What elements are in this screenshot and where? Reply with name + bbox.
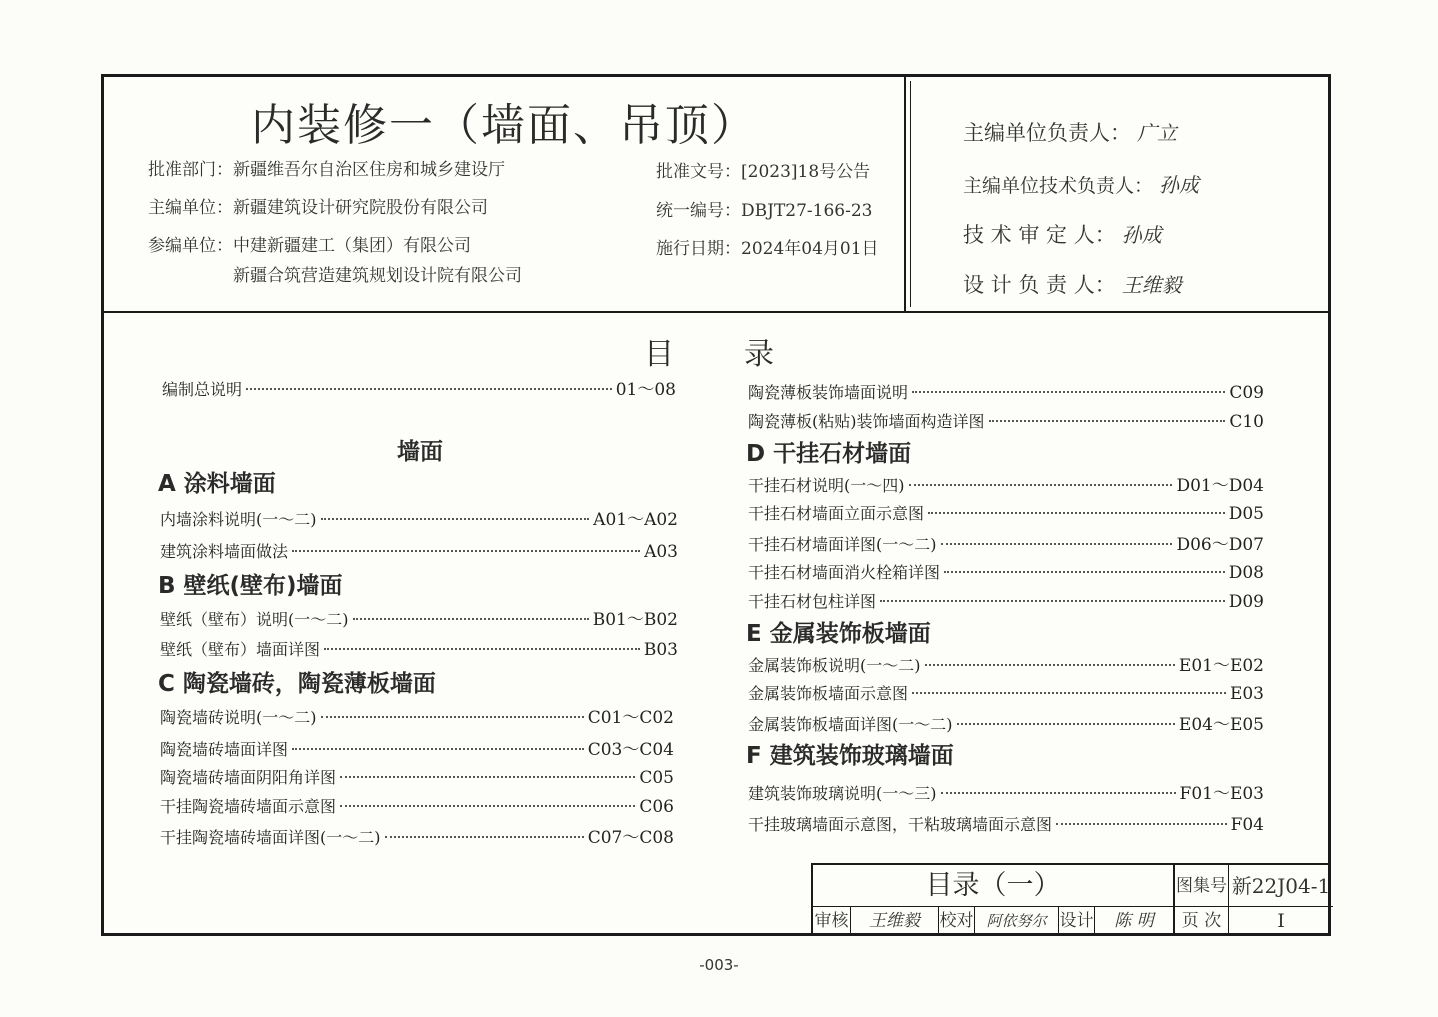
toc-entry-label: 建筑涂料墙面做法 bbox=[160, 542, 289, 561]
design-signature: 陈 明 bbox=[1095, 907, 1175, 935]
toc-entry[interactable] bbox=[748, 560, 1264, 583]
leader-dots bbox=[912, 692, 1226, 694]
toc-entry-page: B01～B02 bbox=[592, 610, 678, 630]
toc-entry-label: 干挂石材墙面立面示意图 bbox=[748, 504, 925, 523]
toc-entry-page: D08 bbox=[1228, 563, 1264, 583]
toc-entry-label: 干挂玻璃墙面示意图，干粘玻璃墙面示意图 bbox=[748, 815, 1053, 834]
section-heading-e: E 金属装饰板墙面 bbox=[746, 621, 931, 647]
signature: 孙成 bbox=[1121, 223, 1162, 247]
toc-entry-label: 陶瓷薄板(粘贴)装饰墙面构造详图 bbox=[748, 412, 985, 431]
toc-entry-label: 陶瓷墙砖墙面详图 bbox=[160, 740, 289, 759]
toc-entry-label: 干挂石材墙面详图(一～二) bbox=[748, 535, 937, 554]
toc-entry[interactable] bbox=[748, 501, 1264, 524]
leader-dots bbox=[340, 776, 635, 778]
leader-dots bbox=[925, 664, 1175, 666]
drawing-sheet bbox=[101, 74, 1331, 936]
toc-entry-page: A01～A02 bbox=[593, 510, 678, 530]
leader-dots bbox=[246, 388, 612, 390]
toc-entry-page: B03 bbox=[643, 640, 678, 660]
leader-dots bbox=[321, 716, 584, 718]
toc-entry[interactable] bbox=[748, 471, 1264, 496]
responsible-row-review bbox=[963, 219, 1162, 249]
toc-entry-page: C05 bbox=[639, 768, 674, 788]
signature: 王维毅 bbox=[1121, 273, 1182, 297]
effective-date-value: 2024年04月01日 bbox=[741, 239, 879, 259]
toc-entry[interactable] bbox=[748, 651, 1264, 676]
toc-entry[interactable] bbox=[748, 530, 1264, 555]
co-unit-label: 参编单位： bbox=[148, 236, 233, 256]
toc-entry[interactable] bbox=[748, 779, 1264, 804]
co-unit-value-1: 中建新疆建工（集团）有限公司 bbox=[233, 236, 471, 256]
toc-entry-label: 干挂陶瓷墙砖墙面详图(一～二) bbox=[160, 828, 381, 847]
wall-section-heading: 墙面 bbox=[397, 439, 443, 465]
toc-entry-label: 内墙涂料说明(一～二) bbox=[160, 510, 317, 529]
toc-entry[interactable] bbox=[160, 539, 678, 562]
responsible-row-design bbox=[963, 269, 1182, 299]
toc-entry[interactable] bbox=[748, 380, 1264, 403]
section-heading-f: F 建筑装饰玻璃墙面 bbox=[746, 743, 954, 769]
toc-entry-label: 陶瓷墙砖说明(一～二) bbox=[160, 708, 317, 727]
co-unit-row-2 bbox=[233, 261, 522, 286]
leader-dots bbox=[909, 484, 1173, 486]
toc-entry-page: E04～E05 bbox=[1178, 715, 1264, 735]
section-heading-a: A 涂料墙面 bbox=[158, 471, 276, 497]
toc-entry[interactable] bbox=[160, 637, 678, 660]
approval-no-value: [2023]18号公告 bbox=[741, 162, 871, 182]
toc-entry-label: 金属装饰板墙面详图(一～二) bbox=[748, 715, 953, 734]
signature: 孙成 bbox=[1159, 173, 1200, 197]
toc-entry-page: C03～C04 bbox=[587, 740, 674, 760]
toc-entry-page: D06～D07 bbox=[1176, 535, 1264, 555]
responsible-panel-inner bbox=[910, 81, 1326, 307]
approval-no-label: 批准文号： bbox=[656, 162, 741, 182]
chief-unit-row bbox=[148, 193, 488, 218]
leader-dots bbox=[292, 748, 584, 750]
leader-dots bbox=[912, 391, 1225, 393]
unified-no-value: DBJT27-166-23 bbox=[741, 201, 873, 221]
title-block bbox=[811, 863, 1331, 933]
responsible-label: 技 术 审 定 人： bbox=[963, 223, 1116, 247]
responsible-row-tech bbox=[963, 169, 1199, 198]
toc-entry[interactable] bbox=[748, 710, 1264, 735]
toc-entry-label: 干挂陶瓷墙砖墙面示意图 bbox=[160, 797, 337, 816]
toc-entry-page: C07～C08 bbox=[587, 828, 674, 848]
atlas-no-label: 图集号 bbox=[1175, 865, 1229, 907]
leader-dots bbox=[941, 543, 1173, 545]
toc-entry-page: A03 bbox=[644, 542, 678, 562]
unified-no-row bbox=[656, 196, 872, 221]
toc-entry-label: 陶瓷墙砖墙面阴阳角详图 bbox=[160, 768, 337, 787]
check-signature: 阿依努尔 bbox=[975, 907, 1059, 935]
toc-entry-page: F04 bbox=[1230, 815, 1264, 835]
effective-date-label: 施行日期： bbox=[656, 239, 741, 259]
unified-no-label: 统一编号： bbox=[656, 201, 741, 221]
chief-unit-label: 主编单位： bbox=[148, 198, 233, 218]
toc-entry[interactable] bbox=[748, 812, 1264, 835]
toc-entry[interactable] bbox=[160, 735, 674, 760]
header-panel bbox=[104, 77, 1328, 313]
toc-entry-label: 编制总说明 bbox=[162, 380, 243, 399]
leader-dots bbox=[353, 618, 589, 620]
effective-date-row bbox=[656, 234, 879, 259]
atlas-no-value: 新22J04-1 bbox=[1229, 865, 1333, 907]
responsible-panel bbox=[904, 77, 1330, 311]
page-label: 页 次 bbox=[1175, 907, 1229, 935]
leader-dots bbox=[989, 420, 1226, 422]
toc-entry[interactable] bbox=[160, 823, 674, 848]
leader-dots bbox=[340, 805, 635, 807]
review-signature: 王维毅 bbox=[851, 907, 939, 935]
toc-entry-page: C10 bbox=[1229, 412, 1264, 432]
sheet-title: 目录（一） bbox=[813, 865, 1175, 907]
approval-dept-value: 新疆维吾尔自治区住房和城乡建设厅 bbox=[233, 160, 505, 180]
toc-entry[interactable] bbox=[748, 681, 1264, 704]
toc-entry-page: D05 bbox=[1228, 504, 1264, 524]
leader-dots bbox=[1056, 823, 1227, 825]
toc-entry-page: E01～E02 bbox=[1178, 656, 1264, 676]
leader-dots bbox=[880, 600, 1225, 602]
toc-entry[interactable] bbox=[162, 375, 676, 400]
section-heading-d: D 干挂石材墙面 bbox=[746, 441, 912, 467]
toc-entry-page: D09 bbox=[1228, 592, 1264, 612]
co-unit-row bbox=[148, 231, 471, 256]
leader-dots bbox=[321, 518, 590, 520]
toc-entry[interactable] bbox=[160, 794, 674, 817]
responsible-row-chief bbox=[963, 117, 1177, 147]
toc-entry[interactable] bbox=[160, 703, 674, 728]
responsible-label: 主编单位负责人： bbox=[963, 121, 1131, 145]
leader-dots bbox=[957, 723, 1175, 725]
approval-no-row bbox=[656, 157, 870, 182]
toc-entry-page: C01～C02 bbox=[587, 708, 674, 728]
leader-dots bbox=[292, 550, 640, 552]
toc-entry-page: D01～D04 bbox=[1176, 476, 1264, 496]
toc-entry[interactable] bbox=[748, 409, 1264, 432]
toc-entry-label: 金属装饰板墙面示意图 bbox=[748, 684, 909, 703]
leader-dots bbox=[944, 571, 1225, 573]
page-value: I bbox=[1277, 910, 1285, 932]
toc-entry-page: C09 bbox=[1229, 383, 1264, 403]
leader-dots bbox=[928, 512, 1225, 514]
co-unit-value-2: 新疆合筑营造建筑规划设计院有限公司 bbox=[233, 266, 522, 286]
document-title: 内装修一（墙面、吊顶） bbox=[251, 100, 757, 151]
toc-entry-label: 建筑装饰玻璃说明(一～三) bbox=[748, 784, 937, 803]
toc-entry[interactable] bbox=[160, 765, 674, 788]
toc-entry-page: F01～E03 bbox=[1179, 784, 1264, 804]
toc-entry[interactable] bbox=[160, 505, 678, 530]
toc-entry-page: 01～08 bbox=[615, 380, 676, 400]
toc-entry-label: 壁纸（壁布）说明(一～二) bbox=[160, 610, 349, 629]
leader-dots bbox=[324, 648, 640, 650]
approval-dept-label: 批准部门： bbox=[148, 160, 233, 180]
toc-entry-label: 干挂石材说明(一～四) bbox=[748, 476, 905, 495]
design-label: 设计 bbox=[1059, 907, 1095, 935]
responsible-label: 主编单位技术负责人： bbox=[963, 175, 1154, 197]
chief-unit-value: 新疆建筑设计研究院股份有限公司 bbox=[233, 198, 488, 218]
toc-entry-label: 壁纸（壁布）墙面详图 bbox=[160, 640, 321, 659]
toc-entry-label: 金属装饰板说明(一～二) bbox=[748, 656, 921, 675]
section-heading-b: B 壁纸(壁布)墙面 bbox=[158, 573, 343, 599]
toc-entry-page: E03 bbox=[1229, 684, 1264, 704]
signature: 广立 bbox=[1137, 121, 1177, 145]
toc-title: 目录 bbox=[644, 337, 844, 372]
toc-entry[interactable] bbox=[748, 589, 1264, 612]
toc-entry-page: C06 bbox=[639, 797, 674, 817]
toc-entry-label: 陶瓷薄板装饰墙面说明 bbox=[748, 383, 909, 402]
responsible-label: 设 计 负 责 人： bbox=[963, 273, 1116, 297]
toc-entry[interactable] bbox=[160, 605, 678, 630]
section-heading-c: C 陶瓷墙砖，陶瓷薄板墙面 bbox=[158, 671, 436, 697]
review-label: 审核 bbox=[813, 907, 851, 935]
check-label: 校对 bbox=[939, 907, 975, 935]
toc-entry-label: 干挂石材墙面消火栓箱详图 bbox=[748, 563, 941, 582]
page-number: -003- bbox=[699, 956, 739, 974]
leader-dots bbox=[941, 792, 1176, 794]
leader-dots bbox=[385, 836, 584, 838]
approval-dept-row bbox=[148, 155, 505, 180]
toc-entry-label: 干挂石材包柱详图 bbox=[748, 592, 877, 611]
